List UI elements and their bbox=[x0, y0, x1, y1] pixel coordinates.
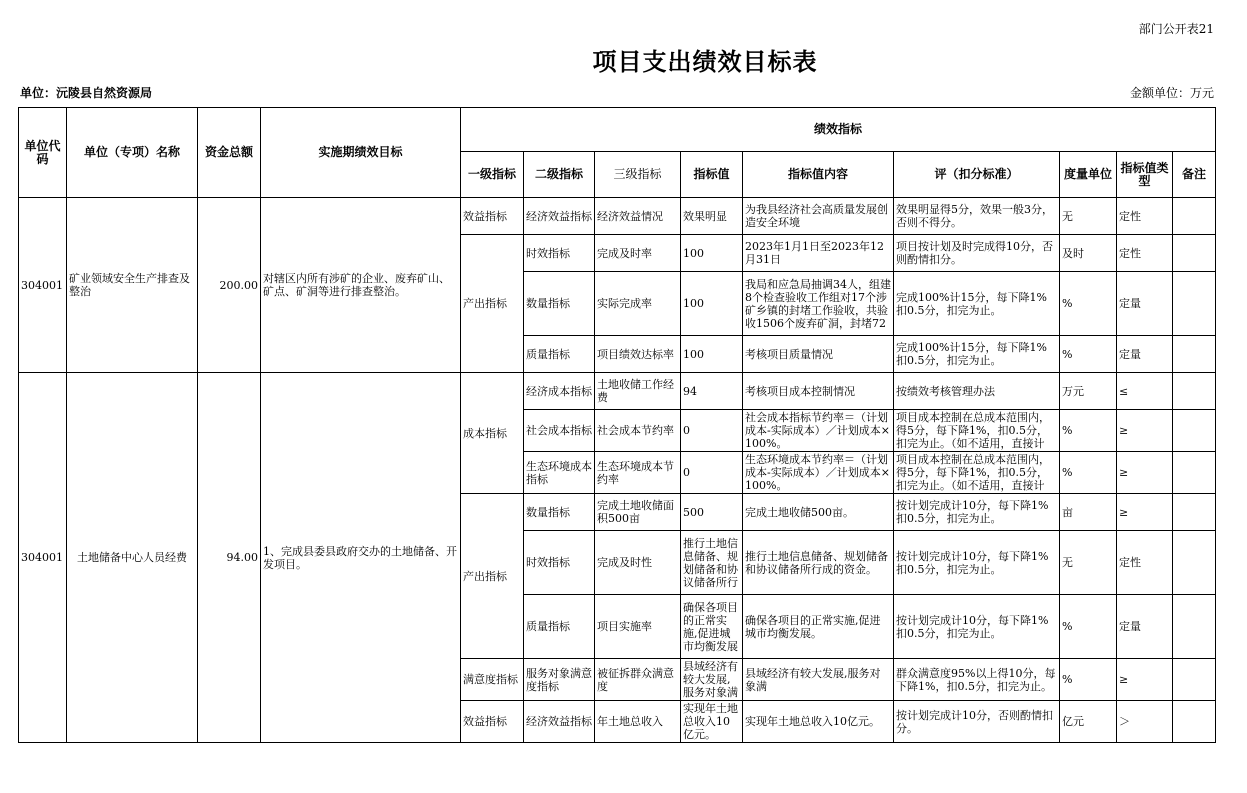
scoring-standard: 效果明显得5分，效果一般3分，否则不得分。 bbox=[894, 198, 1060, 235]
remark bbox=[1173, 452, 1216, 494]
col-header-scoring: 评（扣分标准） bbox=[894, 152, 1060, 198]
scoring-standard: 项目按计划及时完成得10分，否则酌情扣分。 bbox=[894, 235, 1060, 272]
indicator-value: 100 bbox=[681, 272, 743, 336]
amount-unit-label: 金额单位：万元 bbox=[1129, 86, 1214, 100]
col-header-remark: 备注 bbox=[1173, 152, 1216, 198]
level2-indicator: 生态环境成本指标 bbox=[524, 452, 595, 494]
remark bbox=[1173, 373, 1216, 410]
measure-unit: % bbox=[1060, 452, 1117, 494]
level2-indicator: 经济效益指标 bbox=[524, 701, 595, 743]
level1-indicator: 满意度指标 bbox=[461, 659, 524, 701]
col-header-indicators: 绩效指标 bbox=[461, 108, 1216, 152]
performance-table bbox=[18, 107, 1216, 743]
level1-indicator: 产出指标 bbox=[461, 494, 524, 659]
level1-indicator: 成本指标 bbox=[461, 373, 524, 494]
level2-indicator: 经济效益指标 bbox=[524, 198, 595, 235]
indicator-value: 100 bbox=[681, 235, 743, 272]
indicator-value: 500 bbox=[681, 494, 743, 531]
value-type: ≥ bbox=[1117, 410, 1173, 452]
level2-indicator: 服务对象满意度指标 bbox=[524, 659, 595, 701]
project-code: 304001 bbox=[19, 198, 67, 373]
remark bbox=[1173, 595, 1216, 659]
project-amount: 200.00 bbox=[198, 198, 261, 373]
level1-indicator: 效益指标 bbox=[461, 198, 524, 235]
indicator-content: 为我县经济社会高质量发展创造安全环境 bbox=[743, 198, 894, 235]
indicator-value: 94 bbox=[681, 373, 743, 410]
project-amount: 94.00 bbox=[198, 373, 261, 743]
remark bbox=[1173, 410, 1216, 452]
indicator-value: 确保各项目的正常实施,促进城市均衡发展 bbox=[681, 595, 743, 659]
measure-unit: 无 bbox=[1060, 198, 1117, 235]
col-header-level3: 三级指标 bbox=[595, 152, 681, 198]
level3-indicator: 完成及时率 bbox=[595, 235, 681, 272]
page-title: 项目支出绩效目标表 bbox=[592, 47, 818, 76]
table-row bbox=[19, 198, 1216, 235]
col-header-goal: 实施期绩效目标 bbox=[261, 108, 461, 198]
level2-indicator: 经济成本指标 bbox=[524, 373, 595, 410]
scoring-standard: 完成100%计15分，每下降1%扣0.5分，扣完为止。 bbox=[894, 336, 1060, 373]
level2-indicator: 时效指标 bbox=[524, 531, 595, 595]
level2-indicator: 质量指标 bbox=[524, 595, 595, 659]
col-header-amount: 资金总额 bbox=[198, 108, 261, 198]
value-type: ≥ bbox=[1117, 659, 1173, 701]
remark bbox=[1173, 198, 1216, 235]
indicator-content: 考核项目质量情况 bbox=[743, 336, 894, 373]
value-type: ≤ bbox=[1117, 373, 1173, 410]
measure-unit: % bbox=[1060, 272, 1117, 336]
level3-indicator: 生态环境成本节约率 bbox=[595, 452, 681, 494]
measure-unit: 及时 bbox=[1060, 235, 1117, 272]
col-header-level2: 二级指标 bbox=[524, 152, 595, 198]
value-type: ≥ bbox=[1117, 494, 1173, 531]
remark bbox=[1173, 494, 1216, 531]
project-goal: 对辖区内所有涉矿的企业、废弃矿山、矿点、矿洞等进行排查整治。 bbox=[261, 198, 461, 373]
indicator-value: 0 bbox=[681, 452, 743, 494]
indicator-content: 社会成本指标节约率＝（计划成本-实际成本）／计划成本×100%。 bbox=[743, 410, 894, 452]
col-header-content: 指标值内容 bbox=[743, 152, 894, 198]
form-number: 部门公开表21 bbox=[1138, 22, 1214, 36]
measure-unit: 万元 bbox=[1060, 373, 1117, 410]
level3-indicator: 年土地总收入 bbox=[595, 701, 681, 743]
level2-indicator: 数量指标 bbox=[524, 272, 595, 336]
indicator-value: 推行土地信息储备、规划储备和协议储备所行 bbox=[681, 531, 743, 595]
measure-unit: 亩 bbox=[1060, 494, 1117, 531]
remark bbox=[1173, 336, 1216, 373]
level2-indicator: 时效指标 bbox=[524, 235, 595, 272]
remark bbox=[1173, 701, 1216, 743]
level3-indicator: 完成及时性 bbox=[595, 531, 681, 595]
scoring-standard: 按绩效考核管理办法 bbox=[894, 373, 1060, 410]
col-header-code: 单位代码 bbox=[19, 108, 67, 198]
level3-indicator: 实际完成率 bbox=[595, 272, 681, 336]
remark bbox=[1173, 235, 1216, 272]
level1-indicator: 效益指标 bbox=[461, 701, 524, 743]
measure-unit: % bbox=[1060, 336, 1117, 373]
indicator-value: 效果明显 bbox=[681, 198, 743, 235]
project-name: 土地储备中心人员经费 bbox=[67, 373, 198, 743]
measure-unit: 亿元 bbox=[1060, 701, 1117, 743]
indicator-content: 完成土地收储500亩。 bbox=[743, 494, 894, 531]
level3-indicator: 社会成本节约率 bbox=[595, 410, 681, 452]
scoring-standard: 群众满意度95%以上得10分，每下降1%，扣0.5分，扣完为止。 bbox=[894, 659, 1060, 701]
level1-indicator: 产出指标 bbox=[461, 235, 524, 373]
value-type: 定性 bbox=[1117, 531, 1173, 595]
value-type: ≥ bbox=[1117, 452, 1173, 494]
level3-indicator: 项目绩效达标率 bbox=[595, 336, 681, 373]
measure-unit: % bbox=[1060, 659, 1117, 701]
indicator-content: 生态环境成本节约率＝（计划成本-实际成本）／计划成本×100%。 bbox=[743, 452, 894, 494]
col-header-name: 单位（专项）名称 bbox=[67, 108, 198, 198]
indicator-content: 我局和应急局抽调34人，组建8个检查验收工作组对17个涉矿乡镇的封堵工作验收，共验收1506个废弃矿洞，封堵72 bbox=[743, 272, 894, 336]
remark bbox=[1173, 659, 1216, 701]
remark bbox=[1173, 272, 1216, 336]
level2-indicator: 数量指标 bbox=[524, 494, 595, 531]
level3-indicator: 项目实施率 bbox=[595, 595, 681, 659]
col-header-type: 指标值类型 bbox=[1117, 152, 1173, 198]
value-type: 定性 bbox=[1117, 235, 1173, 272]
project-goal: 1、完成县委县政府交办的土地储备、开发项目。 bbox=[261, 373, 461, 743]
level3-indicator: 被征拆群众满意度 bbox=[595, 659, 681, 701]
measure-unit: % bbox=[1060, 410, 1117, 452]
value-type: 定量 bbox=[1117, 336, 1173, 373]
scoring-standard: 按计划完成计10分，否则酌情扣分。 bbox=[894, 701, 1060, 743]
level3-indicator: 完成土地收储面积500亩 bbox=[595, 494, 681, 531]
indicator-content: 2023年1月1日至2023年12月31日 bbox=[743, 235, 894, 272]
level2-indicator: 质量指标 bbox=[524, 336, 595, 373]
scoring-standard: 按计划完成计10分，每下降1%扣0.5分，扣完为止。 bbox=[894, 494, 1060, 531]
indicator-content: 推行土地信息储备、规划储备和协议储备所行成的资金。 bbox=[743, 531, 894, 595]
measure-unit: 无 bbox=[1060, 531, 1117, 595]
indicator-content: 实现年土地总收入10亿元。 bbox=[743, 701, 894, 743]
indicator-value: 0 bbox=[681, 410, 743, 452]
value-type: ＞ bbox=[1117, 701, 1173, 743]
value-type: 定量 bbox=[1117, 272, 1173, 336]
unit-label: 单位：沅陵县自然资源局 bbox=[20, 86, 153, 100]
indicator-value: 县域经济有较大发展,服务对象满 bbox=[681, 659, 743, 701]
col-header-level1: 一级指标 bbox=[461, 152, 524, 198]
indicator-value: 实现年土地总收入10亿元。 bbox=[681, 701, 743, 743]
level3-indicator: 土地收储工作经费 bbox=[595, 373, 681, 410]
indicator-content: 县域经济有较大发展,服务对象满 bbox=[743, 659, 894, 701]
scoring-standard: 完成100%计15分，每下降1%扣0.5分，扣完为止。 bbox=[894, 272, 1060, 336]
project-code: 304001 bbox=[19, 373, 67, 743]
table-row bbox=[19, 373, 1216, 410]
scoring-standard: 按计划完成计10分，每下降1%扣0.5分，扣完为止。 bbox=[894, 595, 1060, 659]
value-type: 定量 bbox=[1117, 595, 1173, 659]
level3-indicator: 经济效益情况 bbox=[595, 198, 681, 235]
col-header-value: 指标值 bbox=[681, 152, 743, 198]
measure-unit: % bbox=[1060, 595, 1117, 659]
col-header-unit: 度量单位 bbox=[1060, 152, 1117, 198]
indicator-content: 考核项目成本控制情况 bbox=[743, 373, 894, 410]
scoring-standard: 项目成本控制在总成本范围内，得5分，每下降1%，扣0.5分，扣完为止。（如不适用，直接计 bbox=[894, 452, 1060, 494]
level2-indicator: 社会成本指标 bbox=[524, 410, 595, 452]
value-type: 定性 bbox=[1117, 198, 1173, 235]
scoring-standard: 项目成本控制在总成本范围内，得5分，每下降1%，扣0.5分，扣完为止。（如不适用，直接计 bbox=[894, 410, 1060, 452]
indicator-content: 确保各项目的正常实施,促进城市均衡发展。 bbox=[743, 595, 894, 659]
remark bbox=[1173, 531, 1216, 595]
project-name: 矿业领域安全生产排查及整治 bbox=[67, 198, 198, 373]
indicator-value: 100 bbox=[681, 336, 743, 373]
scoring-standard: 按计划完成计10分，每下降1%扣0.5分，扣完为止。 bbox=[894, 531, 1060, 595]
